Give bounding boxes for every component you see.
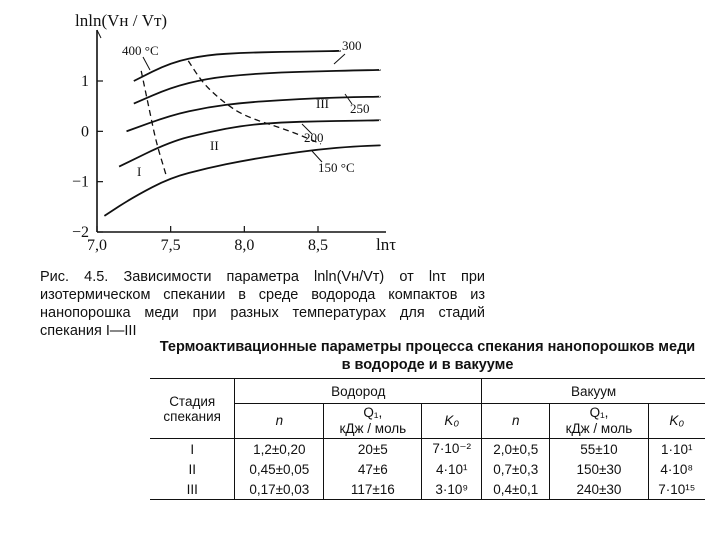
header-h-q-line-2: кДж / моль	[339, 421, 407, 436]
plot-frame	[97, 30, 386, 232]
header-v-k: K₀	[648, 404, 705, 439]
figure-caption: Рис. 4.5. Зависимости параметра lnln(Vн/Vт) от lnτ при изотермическом спекании в среде водорода компактов из нанопорошка меди при разных температурах для стадий спекания I—III	[40, 269, 485, 339]
header-hydrogen: Водород	[235, 379, 482, 404]
cell-h-n: 0,45±0,05	[235, 459, 324, 479]
y-axis-title: lnln(Vн / Vт)	[75, 11, 168, 30]
table-row	[150, 439, 705, 460]
curve-label-150: 150 °C	[318, 160, 355, 175]
header-v-q	[550, 404, 648, 439]
cell-v-n: 2,0±0,5	[482, 439, 550, 460]
parameters-table	[150, 378, 705, 500]
y-tick-label: −1	[71, 173, 89, 191]
header-v-n: n	[482, 404, 550, 439]
cell-stage: I	[190, 441, 195, 457]
stage-label-II: II	[210, 138, 219, 153]
cell-h-k: 7·10⁻²	[422, 439, 482, 460]
header-vacuum: Вакуум	[482, 379, 705, 404]
cell-h-k: 3·10⁹	[422, 479, 482, 500]
curve-label-250: 250	[350, 101, 370, 116]
stage-label-I: I	[137, 164, 142, 179]
x-tick-label: 8,5	[308, 237, 328, 254]
series-curves	[104, 51, 380, 216]
series-line-300	[134, 70, 380, 104]
header-stage-line-1: Стадия	[169, 393, 216, 409]
header-h-k: K₀	[422, 404, 482, 439]
header-stage	[150, 379, 235, 439]
cell-v-k: 4·10⁸	[648, 459, 705, 479]
header-v-q-line-1: Q₁,	[589, 405, 609, 420]
cell-v-n: 0,4±0,1	[482, 479, 550, 500]
table-title	[150, 338, 705, 374]
x-axis-title: lnτ	[376, 235, 397, 254]
header-h-q-line-1: Q₁,	[363, 405, 383, 420]
curve-label-400: 400 °C	[122, 43, 159, 58]
header-h-n: n	[235, 404, 324, 439]
cell-h-k: 4·10¹	[422, 459, 482, 479]
series-line-400-c	[134, 51, 340, 81]
series-line-150-c	[104, 145, 380, 216]
cell-h-n: 1,2±0,20	[235, 439, 324, 460]
cell-stage: III	[150, 479, 235, 500]
y-tick-label: −2	[71, 224, 89, 241]
x-tick-label: 8,0	[234, 237, 255, 254]
header-stage-line-2: спекания	[163, 408, 221, 424]
cell-stage: II	[188, 461, 196, 477]
cell-v-q: 55±10	[550, 439, 648, 460]
cell-h-q: 47±6	[324, 459, 422, 479]
curve-label-200: 200	[304, 130, 324, 145]
cell-h-q: 117±16	[324, 479, 422, 500]
cell-h-q: 20±5	[324, 439, 422, 460]
stage-boundary-i-ii	[141, 71, 166, 176]
x-tick-label: 7,0	[87, 237, 107, 254]
cell-h-n: 0,17±0,03	[235, 479, 324, 500]
y-tick-label: 1	[81, 73, 89, 90]
header-v-q-line-2: кДж / моль	[565, 421, 633, 436]
stage-label-III: III	[316, 96, 329, 111]
cell-v-k: 1·10¹	[648, 439, 705, 460]
x-tick-label: 7,5	[160, 237, 181, 254]
table-row	[150, 479, 705, 500]
curve-label-300: 300	[342, 38, 362, 53]
cell-v-k: 7·10¹⁵	[648, 479, 705, 500]
table-title-line-2: в водороде и в вакууме	[341, 357, 514, 373]
series-line-250	[127, 97, 380, 132]
cell-v-q: 150±30	[550, 459, 648, 479]
y-tick-label: 0	[81, 123, 89, 141]
header-h-q	[324, 404, 422, 439]
cell-v-q: 240±30	[550, 479, 648, 500]
table-row	[150, 459, 705, 479]
sintering-chart	[0, 0, 720, 265]
table-title-line-1: Термоактивационные параметры процесса спекания нанопорошков меди	[159, 339, 696, 355]
cell-v-n: 0,7±0,3	[482, 459, 550, 479]
